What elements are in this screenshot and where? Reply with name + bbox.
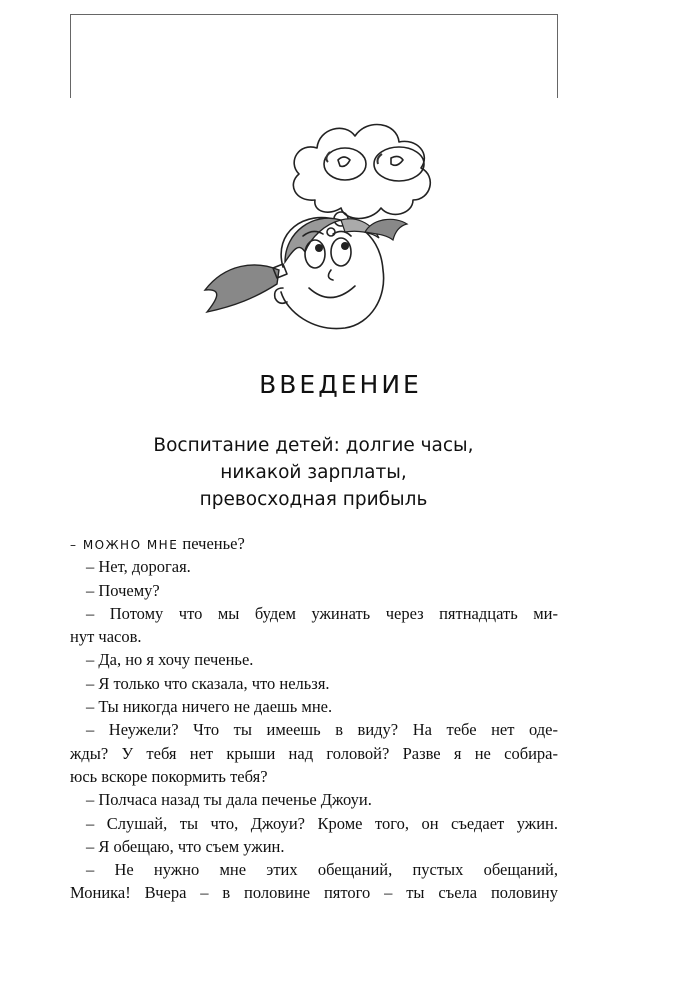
girl-dreaming-of-cookies-icon bbox=[195, 92, 465, 352]
body-line: – Почему? bbox=[86, 580, 160, 600]
body-line: Моника! Вчера – в половине пятого – ты съела половину bbox=[70, 883, 558, 903]
body-line: – Слушай, ты что, Джоуи? Кроме того, он съедает ужин. bbox=[86, 813, 558, 833]
body-line: – Не нужно мне этих обещаний, пустых обещаний, bbox=[86, 860, 558, 880]
body-line bbox=[70, 532, 558, 555]
subtitle-line: Воспитание детей: долгие часы, bbox=[153, 435, 474, 456]
body-line: – Ты никогда ничего не даешь мне. bbox=[86, 697, 333, 717]
lead-caps: – МОЖНО МНЕ bbox=[70, 538, 179, 552]
chapter-subtitle bbox=[0, 432, 627, 513]
body-line: – Полчаса назад ты дала печенье Джоуи. bbox=[86, 790, 372, 810]
body-line: нут часов. bbox=[70, 627, 142, 647]
chapter-title: ВВЕДЕНИЕ bbox=[259, 370, 422, 399]
chapter-illustration bbox=[195, 92, 465, 352]
body-text bbox=[70, 532, 558, 905]
body-line: – Потому что мы будем ужинать через пятнадцать ми- bbox=[86, 603, 558, 623]
subtitle-line: превосходная прибыль bbox=[199, 489, 428, 510]
body-line: – Неужели? Что ты имеешь в виду? На тебе нет оде- bbox=[86, 720, 558, 740]
subtitle-line: никакой зарплаты, bbox=[220, 462, 407, 483]
body-line: юсь вскоре покормить тебя? bbox=[70, 766, 268, 786]
body-line: – Да, но я хочу печенье. bbox=[86, 650, 254, 670]
body-line: – Я обещаю, что съем ужин. bbox=[86, 836, 285, 856]
body-line: – Я только что сказала, что нельзя. bbox=[86, 673, 330, 693]
body-line: – Нет, дорогая. bbox=[86, 557, 191, 577]
body-line: жды? У тебя нет крыши над головой? Разве я не собира- bbox=[70, 743, 558, 763]
page-top-frame bbox=[70, 14, 558, 98]
body-line-text: печенье? bbox=[178, 534, 245, 553]
